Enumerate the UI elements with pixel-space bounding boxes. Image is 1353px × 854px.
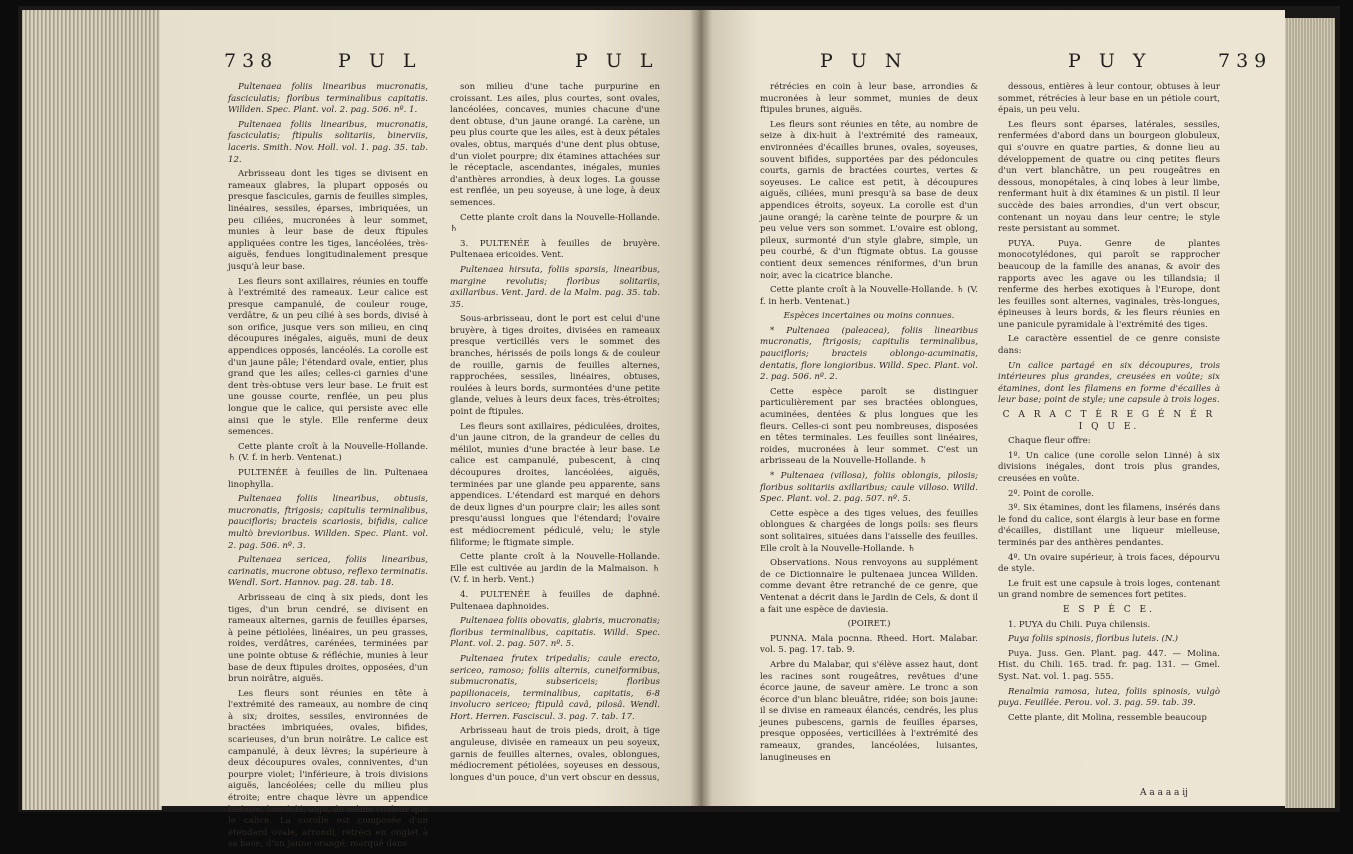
paragraph: Les fleurs sont éparses, latérales, sessiles, renfermées d'abord dans un bourgeon globuleux, qui s'ouvre en quatre parties, & donne lieu au développement de quatre ou cinq petites fleurs d'un vert blanchâtre, un peu rougeâtres en dessous, monopétales, à cinq lobes à leur limbe, renfermant huit à dix étamines & un pistil. Il leur succède des baies arrondies, d'un vert obscur, contenant un noyau dans leur centre; le style reste persistant au sommet. (998, 119, 1220, 235)
paragraph: Pultenaea hirsuta, foliis sparsis, linearibus, margine revolutis; floribus solitariis, axillaribus. Vent. Jard. de la Malm. pag. 35. tab. 35. (450, 264, 660, 310)
paragraph: Cette plante croît à la Nouvelle-Hollande. ♄ (V. f. in herb. Ventenat.) (760, 285, 978, 307)
paragraph: PUNNA. Mala pocnna. Rheed. Hort. Malabar. vol. 5. pag. 17. tab. 9. (760, 633, 978, 656)
paragraph: Arbrisseau haut de trois pieds, droit, à tige anguleuse, divisée en rameaux un peu soyeux, garnis de feuilles alternes, ovales, oblongues, médiocrement pétiolées, soyeuses en dessous, longues d'un pouce, d'un vert obscur en dessus, (450, 726, 660, 783)
paragraph: Arbrisseau de cinq à six pieds, dont les tiges, d'un brun cendré, se divisent en rameaux alternes, garnis de feuilles éparses, à peine pétiolées, linéaires, un peu grasses, roides, verdâtres, carénées, terminées par une pointe obtuse & réfléchie, munies à leur base de deux ftipules droites, opposées, d'un brun noirâtre, aiguës. (228, 592, 428, 685)
paragraph: rétrécies en coin à leur base, arrondies & mucronées à leur sommet, munies de deux ftipules brunes, aiguës. (760, 82, 978, 116)
left-running-head-1: P U L (338, 50, 422, 72)
species-heading: 3. PULTENÉE à feuilles de bruyère. Pultenaea ericoides. Vent. (450, 238, 660, 261)
right-page (700, 10, 1285, 806)
paragraph: Pultenaea foliis linearibus, obtusis, mucronatis, ftrigosis; capitulis terminalibus, paucifloris; bracteis scariosis, bifidis, calice multò brevioribus. Willden. Spec. Plant. vol. 2. pag. 506. nº. 3. (228, 494, 428, 551)
species-heading: PULTENÉE à feuilles de lin. Pultenaea linophylla. (228, 468, 428, 490)
species-heading: 4. PULTENÉE à feuilles de daphné. Pultenaea daphnoides. (450, 589, 660, 612)
paragraph: Les fleurs sont axillaires, pédiculées, droites, d'un jaune citron, de la grandeur de celles du mélilot, munies d'une bractée à leur base. Le calice est campanulé, pubescent, à cinq découpures droites, lancéolées, aiguës, terminées par une glande peu apparente, sans appendices. L'étendard est marqué en dehors de deux lignes d'un pourpre clair; les ailes sont presqu'aussi longues que l'étendard; l'ovaire est médiocrement pédiculé, velu; le style filiforme; le ftigmate simple. (450, 421, 660, 548)
paragraph: Pultenaea sericea, foliis linearibus, carinatis, mucrone obtuso, reflexo terminatis. Wendl. Sort. Hannov. pag. 28. tab. 18. (228, 555, 428, 589)
paragraph: Un calice partagé en six découpures, trois intérieures plus grandes, creusées en voûte; six étamines, dont les filamens en forme d'écailles à leur base; point de style; une capsule à trois loges. (998, 360, 1220, 406)
paragraph: 2º. Point de corolle. (1008, 488, 1094, 499)
paragraph: Les fleurs sont réunies en tête, au nombre de seize à dix-huit à l'extrémité des rameaux, environnées d'écailles brunes, ovales, soyeuses, souvent bifides, supportées par des pédoncules courts, garnis de bractées courtes, vertes & soyeuses. Le calice est petit, à découpures aiguës, ciliées, muni presqu'à sa base de deux appendices étroits, soyeux. La corolle est d'un jaune orangé; la carène teinte de pourpre & un peu velue vers son sommet. L'ovaire est oblong, pileux, surmonté d'un style glabre, simple, un peu courbé, & d'un ftigmate obtus. La gousse contient deux semences réniformes, d'un brun noir, avec la cicatrice blanche. (760, 119, 978, 281)
paragraph: Pultenaea foliis linearibus, mucronatis, fasciculatis; ftipulis solitariis, binerviis, laceris. Smith. Nov. Holl. vol. 1. pag. 35. tab. 12. (228, 119, 428, 165)
paragraph: Arbre du Malabar, qui s'élève assez haut, dont les racines sont rougeâtres, revêtues d'une écorce jaune, de saveur amère. Le tronc a son écorce d'un blanc bleuâtre, ridée; son bois jaune: il se divise en rameaux élancés, cendrés, les plus jeunes pubescens, garnis de feuilles éparses, presque opposées, verticillées à l'extrémité des rameaux, grandes, lancéolées, luisantes, lanugineuses en (760, 659, 978, 763)
signature-mark: A a a a a ij (1140, 788, 1188, 798)
paragraph: Cette espèce paroît se distinguer particulièrement par ses bractées oblongues, acuminées, dentées & plus longues que les fleurs. Celles-ci sont peu nombreuses, disposées en têtes terminales. Les feuilles sont linéaires, roides, mucronées à leur sommet. C'est un arbrisseau de la Nouvelle-Hollande. ♄ (760, 386, 978, 467)
paragraph: PUYA. Puya. Genre de plantes monocotylédones, qui paroît se rapprocher beaucoup de la famille des ananas, & avoir des rapports avec les agave ou les tillandsia; il renferme des herbes exotiques à l'Europe, dont les feuilles sont alternes, vaginales, très-longues, épineuses à leurs bords, & les fleurs réunies en une panicule pyramidale à l'extrémité des tiges. (998, 238, 1220, 330)
left-column-1 (228, 82, 428, 854)
paragraph: Cette plante croît à la Nouvelle-Hollande. ♄ (V. f. in herb. Ventenat.) (228, 441, 428, 464)
left-column-2 (450, 82, 660, 787)
paragraph: Les fleurs sont axillaires, réunies en touffe à l'extrémité des rameaux. Leur calice est presque campanulé, de couleur rouge, verdâtre, & un peu cilié à ses bords, divisé à son orifice, jusque vers son milieu, en cinq découpures inégales, aiguës, muni de deux appendices opposés, lancéolés. La corolle est d'un jaune pâle; l'étendard ovale, entier, plus grand que les ailes; celles-ci garnies d'une dent très-obtuse vers leur base. Le fruit est une gousse courte, renflée, un peu plus longue que le calice, qui persiste avec elle ainsi que le style. Elle renferme deux semences. (228, 276, 428, 438)
paragraph: Cette plante, dit Molina, ressemble beaucoup (1008, 712, 1207, 723)
paragraph: * Pultenaea (paleacea), foliis linearibus mucronatis, ftrigosis; capitulis terminalibus, paucifloris; bracteis oblongo-acuminatis, dentatis, flore longioribus. Willd. Spec. Plant. vol. 2. pag. 506. nº. 2. (760, 325, 978, 383)
paragraph: * Pultenaea (villosa), foliis oblongis, pilosis; floribus solitariis axillaribus; caule villoso. Willd. Spec. Plant. vol. 2. pag. 507. nº. 5. (760, 471, 978, 505)
paragraph: 1º. Un calice (une corolle selon Linné) à six divisions inégales, dont trois plus grandes, creusées en voûte. (998, 450, 1220, 484)
paragraph: Sous-arbrisseau, dont le port est celui d'une bruyère, à tiges droites, divisées en rameaux presque verticillés vers le sommet des branches, hérissés de poils longs & de couleur de rouille, garnis de feuilles alternes, rapprochées, sessiles, linéaires, obtuses, roulées à leurs bords, surmontées d'une petite glande, velues à leurs deux faces, très-étroites; point de ftipules. (450, 314, 660, 418)
right-column-1 (760, 82, 978, 767)
left-page (160, 10, 700, 850)
page-block-edge-right (1285, 18, 1335, 808)
paragraph: 3º. Six étamines, dont les filamens, insérés dans le fond du calice, sont élargis à leur base en forme d'écailles, distillant une liqueur mielleuse, terminés par des anthères pendantes. (998, 503, 1220, 548)
left-page-number: 738 (224, 50, 279, 72)
paragraph: Les fleurs sont réunies en tête à l'extrémité des rameaux, au nombre de cinq à six; droites, sessiles, environnées de bractées imbriquées, ovales, bifides, scarieuses, d'un brun noirâtre. Le calice est campanulé, à deux lèvres; la supérieure à deux découpures ovales, conniventes, d'un pourpre violet; l'inférieure, à trois divisions aiguës, lancéolées; celle du milieu plus étroite; entre chaque lèvre un appendice linéaire, lancéolé, aigu, de même couleur que le calice. La corolle est composée d'un étendard ovale, arrondi, rétréci en onglet à sa base, d'un jaune orangé, marqué dans (228, 688, 428, 850)
book-gutter (690, 10, 712, 806)
species-heading: 1. PUYA du Chili. Puya chilensis. (1008, 619, 1151, 630)
paragraph: son milieu d'une tache purpurine en croissant. Les ailes, plus courtes, sont ovales, lancéolées, concaves, munies chacune d'une dent obtuse, d'un jaune orangé. La carène, un peu plus courte que les ailes, est à deux pétales ovales, obtus, marqués d'une dent plus obtuse, d'un violet pourpre; dix étamines attachées sur le réceptacle, ascendantes, inégales, munies d'anthères arrondies, à deux loges. La gousse est renflée, un peu soyeuse, à une loge, à deux semences. (450, 82, 660, 208)
section-heading: Espèces incertaines ou moins connues. (783, 311, 955, 322)
left-running-head-2: P U L (575, 50, 659, 72)
paragraph: Pultenaea foliis linearibus mucronatis, fasciculatis; floribus terminalibus capitatis. Willden. Spec. Plant. vol. 2. pag. 506. nº. 1. (228, 82, 428, 116)
paragraph: Arbrisseau dont les tiges se divisent en rameaux glabres, la plupart opposés ou presque fascicules, garnis de feuilles simples, linéaires, sessiles, éparses, imbriquées, un peu ciliées, mucronées à leur sommet, munies à leur base de deux ftipules appliquées contre les tiges, lancéolées, très-aiguës, fendues longitudinalement presque jusqu'à leur base. (228, 169, 428, 272)
paragraph: Cette espèce a des tiges velues, des feuilles oblongues & chargées de longs poils: ses fleurs sont solitaires, situées dans l'aisselle des feuilles. Elle croît à la Nouvelle-Hollande. ♄ (760, 508, 978, 554)
section-heading: E S P È C E. (1063, 604, 1155, 615)
author-credit: (POIRET.) (847, 619, 891, 630)
paragraph: 4º. Un ovaire supérieur, à trois faces, dépourvu de style. (998, 552, 1220, 575)
right-page-number: 739 (1218, 50, 1273, 72)
paragraph: Pultenaea foliis obovatis, glabris, mucronatis; floribus terminalibus, capitatis. Willd. Spec. Plant. vol. 2. pag. 507. nº. 5. (450, 616, 660, 650)
right-running-head-2: P U Y (1068, 50, 1152, 72)
paragraph: Le caractère essentiel de ce genre consiste dans: (998, 334, 1220, 357)
right-running-head-1: P U N (820, 50, 908, 72)
paragraph: Renalmia ramosa, lutea, foliis spinosis, vulgò puya. Feuillée. Perou. vol. 3. pag. 59. tab. 39. (998, 686, 1220, 709)
paragraph: Chaque fleur offre: (1008, 436, 1091, 447)
paragraph: Le fruit est une capsule à trois loges, contenant un grand nombre de semences fort petites. (998, 578, 1220, 601)
paragraph: Puya. Juss. Gen. Plant. pag. 447. — Molina. Hist. du Chili. 165. trad. fr. pag. 131. — Gmel. Syst. Nat. vol. 1. pag. 555. (998, 648, 1220, 682)
page-block-edge-left (22, 10, 162, 810)
section-heading: C A R A C T È R E G É N É R I Q U E. (1002, 410, 1216, 432)
paragraph: Puya foliis spinosis, floribus luteis. (N.) (1008, 634, 1178, 645)
paragraph: Pultenaea frutex tripedalis; caule erecto, sericeo, ramoso; foliis alternis, cuneiformibus, submucronatis, subsericeis; floribus papilionaceis, terminalibus, capitatis, 6-8 involucro sericeo; ftipulâ cavâ, pilosâ. Wendl. Hort. Herren. Fasciscul. 3. pag. 7. tab. 17. (450, 653, 660, 722)
paragraph: Cette plante croît dans la Nouvelle-Hollande. ♄ (450, 212, 660, 235)
paragraph: Observations. Nous renvoyons au supplément de ce Dictionnaire le pultenaea juncea Willden. comme devant être retranché de ce genre, que Ventenat a décrit dans le Jardin de Cels, & dont il a fait une espèce de daviesia. (760, 558, 978, 615)
paragraph: dessous, entières à leur contour, obtuses à leur sommet, rétrécies à leur base en un pétiole court, épais, un peu velu. (998, 82, 1220, 116)
paragraph: Cette plante croît à la Nouvelle-Hollande. Elle est cultivée au jardin de la Malmaison. ♄ (V. f. in herb. Vent.) (450, 552, 660, 586)
right-column-2 (998, 82, 1220, 727)
